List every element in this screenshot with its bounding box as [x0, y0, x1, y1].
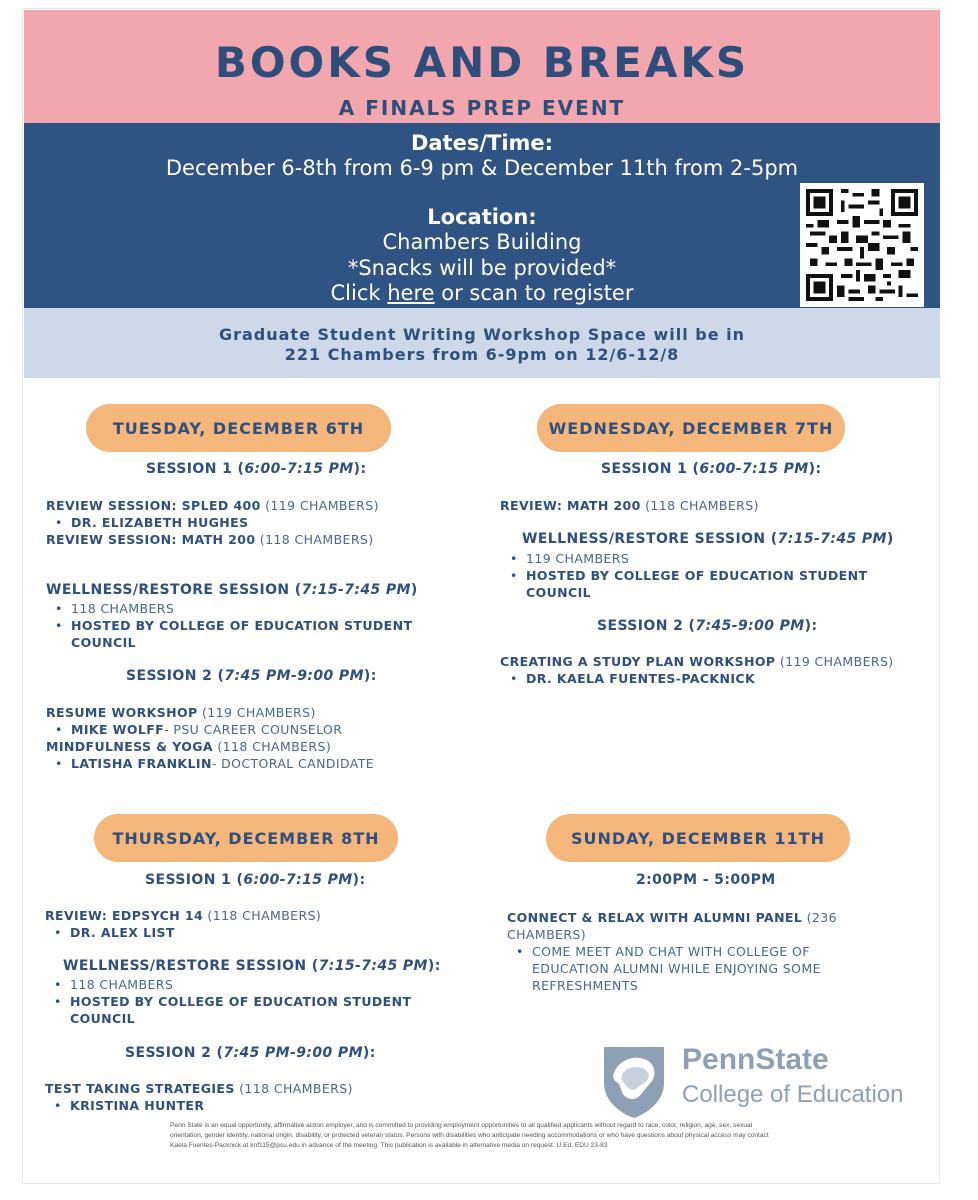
wed-study-plan — [500, 654, 894, 669]
tue-s1-time: 6:00-7:15 PM — [244, 461, 354, 477]
wed-w-time: 7:15-7:45 PM — [777, 531, 887, 547]
thu-s2-time: 7:45 PM-9:00 PM — [223, 1045, 363, 1061]
location-value: Chambers Building — [382, 230, 582, 254]
tue-w-host-text: HOSTED BY COLLEGE OF EDUCATION STUDENT — [71, 618, 413, 633]
tue-r1-title: REVIEW SESSION: SPLED 400 — [46, 498, 261, 513]
thu-r1-room: (118 CHAMBERS) — [203, 908, 322, 923]
notice-line-2: 221 Chambers from 6-9pm on 12/6-12/8 — [284, 345, 680, 364]
tue-my-presenter-name: LATISHA FRANKLIN — [71, 756, 212, 771]
logo-text-pennstate: PennState — [682, 1043, 829, 1076]
wed-r1-room: (118 CHAMBERS) — [640, 498, 759, 513]
tue-my-room: (118 CHAMBERS) — [213, 739, 332, 754]
wed-w-host — [526, 568, 867, 583]
tue-r2-room: (118 CHAMBERS) — [255, 532, 374, 547]
tue-r2-title: REVIEW SESSION: MATH 200 — [46, 532, 256, 547]
tue-review-math — [46, 532, 374, 547]
qr-code-icon[interactable] — [800, 183, 924, 307]
tue-s1-end: ): — [353, 461, 367, 477]
thu-w-room-text: 118 CHAMBERS — [70, 977, 174, 992]
notice-line-1: Graduate Student Writing Workshop Space will be in — [218, 325, 746, 344]
sun-c-desc-1 — [532, 944, 810, 959]
tue-w-room-text: 118 CHAMBERS — [71, 601, 175, 616]
thu-s1-time: 6:00-7:15 PM — [243, 872, 353, 888]
sun-c-room-cont: CHAMBERS) — [507, 927, 587, 942]
wed-w-host-cont-text: COUNCIL — [526, 585, 592, 600]
thu-r1-presenter-name: DR. ALEX LIST — [70, 925, 175, 940]
thu-r1-presenter — [70, 925, 175, 940]
sun-c-title: CONNECT & RELAX WITH ALUMNI PANEL — [507, 910, 803, 925]
register-suffix: or scan to register — [434, 281, 634, 305]
wednesday-heading: WEDNESDAY, DECEMBER 7TH — [537, 404, 845, 452]
thu-r1-title: REVIEW: EDPSYCH 14 — [45, 908, 204, 923]
wed-sp-presenter — [526, 671, 755, 686]
tue-w-host-cont — [71, 635, 136, 650]
tue-resume-workshop — [46, 705, 316, 720]
thu-w-host-cont — [70, 1011, 135, 1026]
tue-wellness — [46, 582, 418, 598]
tue-rw-presenter-name: MIKE WOLFF — [71, 722, 165, 737]
tuesday-session-1 — [146, 461, 366, 477]
tue-w-host — [71, 618, 412, 633]
thursday-session-1 — [145, 872, 365, 888]
wed-sp-presenter-name: DR. KAELA FUENTES-PACKNICK — [526, 671, 756, 686]
wed-s1-end: ): — [808, 461, 822, 477]
tue-w-host-cont-text: COUNCIL — [71, 635, 137, 650]
tue-rw-room: (119 CHAMBERS) — [197, 705, 316, 720]
thu-review-edpsych — [45, 908, 321, 923]
wed-s1-label: SESSION 1 ( — [601, 461, 700, 477]
thu-ts-presenter-name: KRISTINA HUNTER — [70, 1098, 205, 1113]
thu-test-taking — [45, 1081, 353, 1096]
wed-w-end: ) — [886, 531, 894, 547]
event-title: BOOKS AND BREAKS — [214, 38, 750, 87]
tue-rw-presenter-role: - PSU CAREER COUNSELOR — [164, 722, 343, 737]
tue-r1-presenter — [71, 515, 249, 530]
thursday-session-2 — [125, 1045, 376, 1061]
wednesday-session-1 — [601, 461, 821, 477]
thu-w-end: ): — [427, 958, 441, 974]
tue-w-room — [71, 601, 174, 616]
sun-c-desc-3 — [532, 978, 638, 993]
snacks-note: *Snacks will be provided* — [347, 256, 617, 280]
thu-wellness — [63, 958, 441, 974]
tue-r1-room: (119 CHAMBERS) — [260, 498, 379, 513]
tue-s2-time: 7:45 PM-9:00 PM — [224, 668, 364, 684]
wed-sp-room: (119 CHAMBERS) — [775, 654, 894, 669]
tue-review-spled — [46, 498, 379, 513]
tue-mindfulness — [46, 739, 331, 754]
sun-alumni-room-cont — [507, 927, 586, 942]
sun-c-desc-2 — [532, 961, 821, 976]
pennstate-logo — [600, 1043, 920, 1123]
wed-w-room-text: 119 CHAMBERS — [526, 551, 630, 566]
wed-s2-time: 7:45-9:00 PM — [695, 618, 805, 634]
wednesday-session-2 — [597, 618, 817, 634]
thu-w-title: WELLNESS/RESTORE SESSION ( — [63, 958, 319, 974]
nittany-lion-shield-icon — [600, 1043, 668, 1119]
thu-w-host-cont-text: COUNCIL — [70, 1011, 136, 1026]
tuesday-session-2 — [126, 668, 377, 684]
dates-value: December 6-8th from 6-9 pm & December 11th from 2-5pm — [165, 156, 799, 180]
thu-ts-presenter — [70, 1098, 204, 1113]
thu-s2-end: ): — [362, 1045, 376, 1061]
title-band — [24, 10, 940, 123]
wed-s2-label: SESSION 2 ( — [597, 618, 696, 634]
wed-w-host-text: HOSTED BY COLLEGE OF EDUCATION STUDENT — [526, 568, 868, 583]
sun-c-desc-3-text: REFRESHMENTS — [532, 978, 639, 993]
tue-my-presenter — [71, 756, 374, 771]
equal-opportunity-statement: Penn State is an equal opportunity, affirmative action employer, and is committed to providing employment opportunities to all qualified applicants without regard to race, color, religion, age, sex, sexual orientation, gender identity, national origin, disability, or protected veteran status. Persons with disabilities who anticipate needing accommodations or who have questions about physical access may contact Kaela Fuentes-Packnick at knf115@psu.edu in advance of the meeting. This publication is available in alternative media on request. U.Ed. EDU 23-83 — [170, 1122, 769, 1149]
workshop-notice — [24, 308, 940, 378]
tue-rw-title: RESUME WORKSHOP — [46, 705, 198, 720]
tue-s1-label: SESSION 1 ( — [146, 461, 245, 477]
sunday-time: 2:00PM - 5:00PM — [636, 872, 776, 888]
tue-s2-label: SESSION 2 ( — [126, 668, 225, 684]
sun-alumni-panel — [507, 910, 837, 925]
wed-s1-time: 6:00-7:15 PM — [699, 461, 809, 477]
wed-r1-title: REVIEW: MATH 200 — [500, 498, 641, 513]
tue-w-end: ) — [410, 582, 418, 598]
tue-w-time: 7:15-7:45 PM — [301, 582, 411, 598]
thu-s2-label: SESSION 2 ( — [125, 1045, 224, 1061]
thu-w-time: 7:15-7:45 PM — [318, 958, 428, 974]
tue-my-title: MINDFULNESS & YOGA — [46, 739, 213, 754]
thu-ts-title: TEST TAKING STRATEGIES — [45, 1081, 235, 1096]
logo-text-college: College of Education — [682, 1081, 904, 1108]
thu-w-room — [70, 977, 173, 992]
sunday-heading: SUNDAY, DECEMBER 11TH — [546, 814, 850, 862]
thu-s1-label: SESSION 1 ( — [145, 872, 244, 888]
location-label: Location: — [427, 205, 537, 229]
register-prefix: Click — [330, 281, 388, 305]
wed-w-host-cont — [526, 585, 591, 600]
tuesday-heading: TUESDAY, DECEMBER 6TH — [86, 404, 391, 452]
wed-w-room — [526, 551, 629, 566]
tue-rw-presenter — [71, 722, 342, 737]
wed-wellness — [522, 531, 894, 547]
thursday-heading: THURSDAY, DECEMBER 8TH — [94, 814, 398, 862]
thu-w-host-text: HOSTED BY COLLEGE OF EDUCATION STUDENT — [70, 994, 412, 1009]
wed-sp-title: CREATING A STUDY PLAN WORKSHOP — [500, 654, 776, 669]
sun-c-room: (236 — [802, 910, 837, 925]
thu-ts-room: (118 CHAMBERS) — [234, 1081, 353, 1096]
tue-my-presenter-role: - DOCTORAL CANDIDATE — [211, 756, 375, 771]
thu-w-host — [70, 994, 411, 1009]
tue-r1-presenter-name: DR. ELIZABETH HUGHES — [71, 515, 249, 530]
sun-c-desc-1-text: COME MEET AND CHAT WITH COLLEGE OF — [532, 944, 810, 959]
wed-review-math — [500, 498, 759, 513]
wed-s2-end: ): — [804, 618, 818, 634]
register-link[interactable]: here — [387, 281, 435, 305]
dates-label: Dates/Time: — [410, 131, 554, 155]
wed-w-title: WELLNESS/RESTORE SESSION ( — [522, 531, 778, 547]
tue-s2-end: ): — [363, 668, 377, 684]
thu-s1-end: ): — [352, 872, 366, 888]
sun-c-desc-2-text: EDUCATION ALUMNI WHILE ENJOYING SOME — [532, 961, 821, 976]
tue-w-title: WELLNESS/RESTORE SESSION ( — [46, 582, 302, 598]
event-subtitle: A FINALS PREP EVENT — [338, 96, 626, 120]
